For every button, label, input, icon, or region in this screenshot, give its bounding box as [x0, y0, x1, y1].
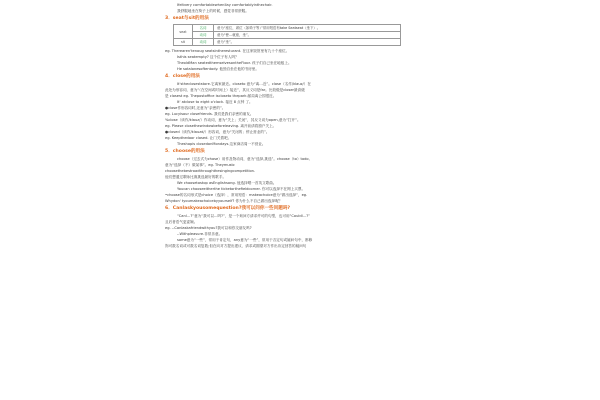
- seat-sit-table: [173, 24, 401, 46]
- document-page: [165, 2, 415, 249]
- body-line: It' atclose to eight o'clock. 接近 8 点钟 了。: [177, 100, 253, 104]
- body-line: It'sthecloseststore.它离家最近。closeto 意为“离…近”。close（名作/klauz/）在: [177, 82, 311, 86]
- body-line: 此处为形容词，意为“（在空间或时间上）接近”，其反义词是far。比较级是closer最高级: [165, 88, 305, 92]
- body-line: eg. Keepthedoor closed. 让门关着吧。: [165, 136, 232, 140]
- section-6-heading: 6．Canlaskyousomequestion?我可以问你一些问题吗?: [165, 206, 291, 211]
- body-line: TheoldMan seatedthemselvesontheFloor. 孩子们自己坐在地板上。: [177, 61, 292, 65]
- table-key-cell: sit: [174, 39, 193, 46]
- body-line: Whydon' tyoumakeachoicebyyourself? 你为什么不自己做出选择呢？: [165, 199, 283, 203]
- body-line: We choosetostop asEnglishsong. 他选择唱一首英文歌曲。: [177, 181, 277, 185]
- body-line: 意为“选择（不）做某事”。eg. Theymustc: [165, 163, 235, 167]
- body-line: ●close作形容词时,还意为“亲密的”。: [165, 106, 226, 110]
- body-line: ●closed（读作/klauzd/）形容词，意为“关闭的；停止营业的”。: [165, 130, 270, 134]
- body-line: choose（过去式为chose）用作及物动词，意为“选择,挑选”。choose（to）todo,: [177, 157, 310, 161]
- body-line: Isthis seatempty? 这个位子有人吗？: [177, 55, 239, 59]
- table-meaning-cell: 意为“坐”。: [214, 39, 401, 46]
- table-key-cell: seat: [174, 25, 193, 39]
- table-row: [174, 39, 401, 46]
- body-line: --Withpleasure.非常乐意。: [177, 232, 223, 236]
- body-line: 且后者语气更委婉。: [165, 220, 198, 224]
- body-line: %close（读作/klauz/）作动词，意为“关上；关闭”，其反义词为open,意为“打开”。: [165, 118, 301, 122]
- table-pos-cell: 动词: [193, 32, 214, 39]
- section-3-heading: 3．seat与sit的用法: [165, 16, 209, 21]
- body-line: Youcan chooseeitherthe ticketorthefieldcorner. 你可以选择不在网上买票。: [177, 187, 306, 191]
- table-pos-cell: 动词: [193, 39, 214, 46]
- table-meaning-cell: 意为“座位，席位（如椅子等）”常用短语有take Seatseat（坐下）。: [214, 25, 401, 32]
- body-line: eg. --CanIaskafriendwithyou?我可以和你交朋友吗?: [165, 226, 252, 230]
- body-line: some意为“一些”，常用于肯定句，any意为“一些”，常用于否定句或疑问句中，都修: [177, 238, 313, 242]
- body-line: 是 closest eg. Thepostoffice iscloseto thepark.邮局离公园很近。: [165, 94, 277, 98]
- table-meaning-cell: 意为“使…就座，坐”。: [214, 32, 401, 39]
- section-4-heading: 4．close的用法: [165, 74, 200, 79]
- table-pos-cell: 名词: [193, 25, 214, 32]
- intro-line-1: Ifeltvery comfortablewhenIlay comfortablyinthechair.: [177, 3, 273, 7]
- table-row: [174, 25, 401, 32]
- table-row: [174, 32, 401, 39]
- body-line: 饰可数名词或可数名词复数;但在向对方提出建议、请求或期望对方作出肯定回答的疑问句: [165, 244, 307, 248]
- body-line: 他们想通过歌咏比赛挑选最好的歌手。: [165, 175, 227, 179]
- section-5-body: [165, 156, 415, 204]
- section-4-body: [165, 81, 415, 147]
- body-line: •choose的名词形式是choice（选择），常用短语：makeachoice意为“做出选择”，eg.: [165, 193, 308, 197]
- section-3-body: [165, 48, 415, 72]
- body-line: “Canl…?”意为“我可以…吗?”，是一个询问方请求许可的句型，也可用“Couldl…?”: [177, 214, 311, 218]
- body-line: Theshopis closedonMondays.这家商店周一不营业。: [177, 142, 266, 146]
- body-line: eg. Therearen'tenoug seatsintheresturant. 在这家饭馆里有九十个座位。: [165, 49, 290, 53]
- body-line: He satalonesoftentody. 他独自坐在他的书房里。: [177, 67, 259, 71]
- intro-line-2: 我舒服地坐在椅子上的时候，感觉非常舒服。: [177, 9, 249, 13]
- section-5-heading: 5．choose的用法: [165, 149, 205, 154]
- body-line: choosethebestroadthroughthesingingcompetition.: [165, 169, 256, 173]
- section-6-body: [165, 213, 415, 249]
- body-line: eg. Please closethewindowbeforeleaving. 离开前请将窗户关上。: [165, 124, 277, 128]
- body-line: eg. Lucyisour closefriends. 我们是我们亲密的朋友。: [165, 112, 254, 116]
